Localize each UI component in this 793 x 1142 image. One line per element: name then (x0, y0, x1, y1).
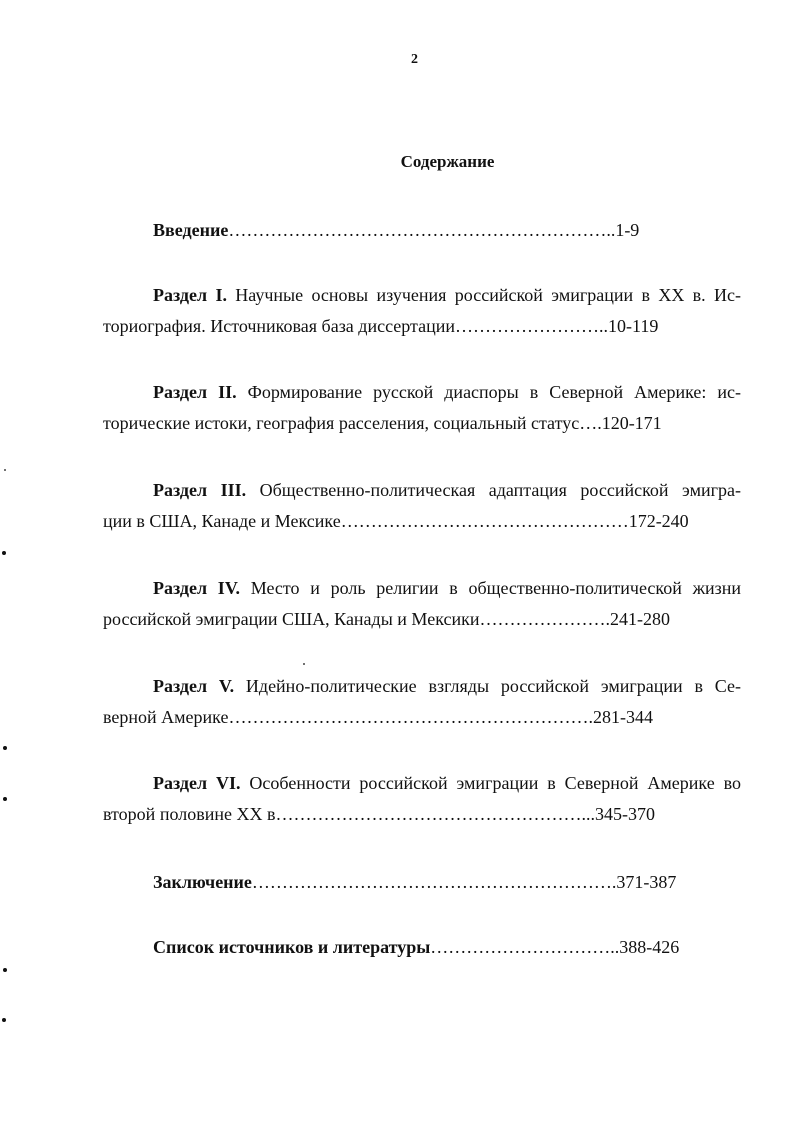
toc-entry-section-6-pages: 345-370 (594, 804, 655, 824)
toc-entry-section-6-text2: второй половине ХХ в (103, 804, 276, 824)
toc-entry-section-2-pages: 120-171 (601, 413, 662, 433)
toc-entry-intro-label: Введение (153, 220, 229, 240)
toc-entry-intro (153, 218, 639, 242)
toc-entry-conclusion-dots: ……………………………………………………. (251, 872, 617, 892)
toc-entry-section-5-label: Раздел V. (153, 676, 235, 696)
toc-entry-section-2-text1: Формирование русской диаспоры в Северной Америке: ис- (247, 382, 742, 402)
scan-speck (3, 797, 7, 801)
toc-entry-section-5-dots: ……………………………………………………. (228, 707, 593, 727)
toc-entry-bibliography-dots: ………………………….. (430, 937, 620, 957)
toc-entry-section-1-line1 (153, 283, 741, 307)
page-number: 2 (411, 52, 418, 67)
toc-entry-section-4-line1 (153, 576, 741, 600)
toc-entry-section-4-line2 (103, 607, 670, 631)
toc-entry-section-5-text1: Идейно-политические взгляды российской эмиграции в Се- (245, 676, 742, 696)
toc-entry-section-1-text1: Научные основы изучения российской эмиграции в ХХ в. Ис- (235, 285, 741, 305)
toc-entry-section-3-label: Раздел III. (153, 480, 247, 500)
page-title: Содержание (400, 152, 495, 171)
toc-entry-section-4-label: Раздел IV. (153, 578, 240, 598)
scan-speck (4, 469, 6, 471)
toc-entry-section-6-line1 (153, 771, 741, 795)
toc-entry-intro-dots: ……………………………………………………….. (228, 220, 616, 240)
toc-entry-section-3-pages: 172-240 (628, 511, 689, 531)
toc-entry-bibliography (153, 935, 679, 959)
toc-entry-section-1-label: Раздел I. (153, 285, 227, 305)
toc-entry-section-5-text2: верной Америке (103, 707, 229, 727)
toc-entry-section-1-line2 (103, 314, 658, 338)
toc-entry-section-1-text2: ториография. Источниковая база диссертации (103, 316, 456, 336)
toc-entry-section-3-text1: Общественно-политическая адаптация российской эмигра- (259, 480, 741, 500)
toc-entry-section-2-label: Раздел II. (153, 382, 237, 402)
toc-entry-section-2-dots: …. (579, 413, 602, 433)
scan-speck (303, 663, 305, 665)
scan-speck (3, 746, 7, 750)
toc-entry-section-5-line1 (153, 674, 741, 698)
toc-entry-section-1-dots: …………………….. (455, 316, 609, 336)
toc-entry-intro-pages: 1-9 (615, 220, 640, 240)
toc-entry-section-6-line2 (103, 802, 655, 826)
toc-entry-conclusion-pages: 371-387 (616, 872, 677, 892)
scan-speck (2, 551, 6, 555)
toc-entry-section-4-text2: российской эмиграции США, Канады и Мексики (103, 609, 480, 629)
toc-entry-section-3-line1 (153, 478, 741, 502)
toc-entry-section-6-dots: ……………………………………………... (275, 804, 595, 824)
scan-speck (3, 968, 7, 972)
toc-entry-bibliography-pages: 388-426 (619, 937, 680, 957)
toc-entry-bibliography-label: Список источников и литературы (153, 937, 431, 957)
toc-entry-section-5-pages: 281-344 (592, 707, 653, 727)
toc-entry-section-4-pages: 241-280 (610, 609, 670, 629)
toc-entry-section-3-text2: ции в США, Канаде и Мексике (103, 511, 341, 531)
toc-entry-section-6-text1: Особенности российской эмиграции в Северной Америке во (249, 773, 741, 793)
toc-entry-section-4-text1: Место и роль религии в общественно-политической жизни (250, 578, 742, 598)
scan-speck (2, 1018, 6, 1022)
toc-entry-conclusion-label: Заключение (153, 872, 252, 892)
toc-entry-section-3-dots: ………………………………………… (340, 511, 629, 531)
toc-entry-section-4-dots: …………………. (479, 609, 610, 629)
toc-entry-section-3-line2 (103, 509, 689, 533)
toc-entry-section-2-line2 (103, 411, 662, 435)
toc-entry-section-2-line1 (153, 380, 741, 404)
toc-entry-section-5-line2 (103, 705, 653, 729)
toc-entry-conclusion (153, 870, 676, 894)
toc-entry-section-6-label: Раздел VI. (153, 773, 241, 793)
toc-entry-section-2-text2: торические истоки, география расселения, социальный статус (103, 413, 580, 433)
toc-entry-section-1-pages: 10-119 (608, 316, 659, 336)
